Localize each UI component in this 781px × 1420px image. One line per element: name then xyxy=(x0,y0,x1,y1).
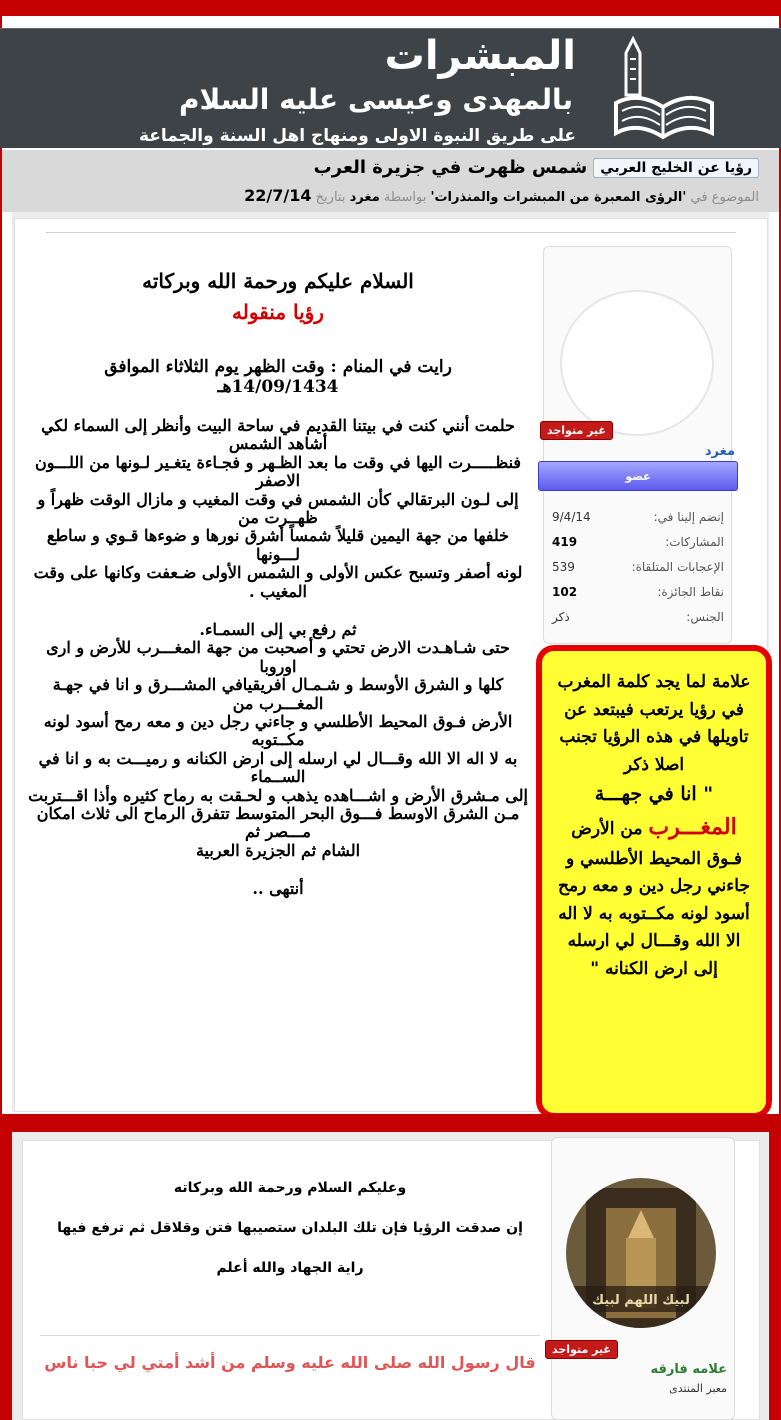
post1-paragraph: مـن الشرق الاوسط فـــوق البحر المتوسط تتفرق الرماح الى ثلاث امكان مـــصر ثم xyxy=(36,803,520,842)
site-title[interactable]: المبشرات xyxy=(384,33,576,79)
callout-text xyxy=(556,669,752,983)
post1-username[interactable]: مغرد xyxy=(704,444,735,459)
post2-username[interactable]: علامه فارقه xyxy=(650,1362,727,1377)
post2-line: إن صدقت الرؤيا فإن تلك البلدان ستصيبها فتن وقلاقل ثم ترفع فيها xyxy=(57,1220,523,1236)
author-link[interactable]: مغرد xyxy=(349,190,380,205)
stat-label: الجنس: xyxy=(686,610,724,624)
site-header[interactable] xyxy=(0,28,781,148)
meta-by: بواسطة xyxy=(383,190,427,205)
stat-value: 419 xyxy=(552,535,578,549)
post1-paragraphs xyxy=(28,417,528,898)
stat-row-likes xyxy=(552,560,724,585)
callout-intro: علامة لما يجد كلمة المغرب في رؤيا يرتعب فيبتعد عن تاويلها في هذه الرؤيا تجنب اصلا ذكر xyxy=(557,672,751,775)
stat-value: ذكر xyxy=(552,610,570,624)
post2-user-title: معبر المنتدى xyxy=(669,1382,727,1395)
topic-meta xyxy=(244,186,759,205)
signature-separator xyxy=(40,1335,540,1336)
stat-value: 539 xyxy=(552,560,575,574)
callout-quote-highlight: المغـــرب xyxy=(648,813,737,840)
post1-paragraph: لونه أصفر وتسبح عكس الأولى و الشمس الأولى ضـعفت وكانها على وقت المغيب . xyxy=(33,563,523,601)
meta-prefix: الموضوع في xyxy=(690,190,759,205)
post1-paragraph xyxy=(28,860,528,880)
post2-signature: قال رسول الله صلى الله عليه وسلم من أشد أمتي لي حبا ناس xyxy=(44,1353,536,1372)
stat-label: المشاركات: xyxy=(665,535,724,549)
stat-label: نقاط الجائزة: xyxy=(657,585,724,599)
post1-paragraph: الأرض فـوق المحيط الأطلسي و جاءني رجل دين و معه رمح أسود لونه مكــتوبه xyxy=(43,711,513,750)
post1-paragraph: حلمت أنني كنت في بيتنا القديم في ساحة البيت وأنظر إلى السماء لكي أشاهد الشمس xyxy=(41,416,515,454)
post1-paragraph: الشام ثم الجزيرة العربية xyxy=(195,840,361,860)
post1-body xyxy=(28,270,528,898)
stat-value: 102 xyxy=(552,585,578,599)
post2-line: راية الجهاد والله أعلم xyxy=(216,1260,364,1276)
stat-label: الإعجابات المتلقاة: xyxy=(631,560,724,574)
top-border xyxy=(0,0,781,14)
site-subtitle: بالمهدى وعيسى عليه السلام xyxy=(178,83,573,116)
topic-title-row xyxy=(314,157,759,178)
meta-date-label: بتاريخ xyxy=(315,190,346,205)
post1-paragraph: حتى شـاهـدت الارض تحتي و أصحبت من جهة المغـــرب للأرض و ارى اوروبا xyxy=(46,638,510,676)
post1-dateline-2: 14/09/1434هـ xyxy=(217,376,339,397)
post2-status-badge: غير متواجد xyxy=(545,1340,618,1359)
topic-title: شمس ظهرت في جزيرة العرب xyxy=(313,157,588,178)
callout-quote-start: " انا في جهـــة xyxy=(594,783,714,806)
post1-paragraph: خلفها من جهة اليمين قليلاً شمساً أشرق نورها و ضوءها قـوي و ساطع لـــونها xyxy=(46,526,510,564)
stat-row-points xyxy=(552,585,724,610)
post1-avatar[interactable] xyxy=(560,290,714,436)
stat-row-posts xyxy=(552,535,724,560)
post1-paragraph: ثم رفع بي إلى السمـاء. xyxy=(199,620,357,639)
post1-greeting: السلام عليكم ورحمة الله وبركاته xyxy=(142,269,414,293)
topic-date: 22/7/14 xyxy=(244,186,312,205)
post1-rank-label: عضو xyxy=(625,470,651,483)
post1-paragraph: به لا اله الا الله وقـــال لي ارسله إلى ارض الكنانه و رميـــت به و انا في الســماء xyxy=(38,748,518,787)
post1-paragraph xyxy=(28,601,528,621)
topic-prefix-tag[interactable]: رؤيا عن الخليج العربي xyxy=(593,158,759,178)
post1-dateline xyxy=(28,358,528,397)
book-pen-logo-icon xyxy=(608,33,718,145)
stat-value: 9/4/14 xyxy=(552,510,591,524)
stat-row-joined xyxy=(552,510,724,535)
topic-header xyxy=(2,150,779,212)
callout-quote-rest: من الأرض فـوق المحيط الأطلسي و جاءني رجل دين و معه رمح أسود لونه مكــتوبه به لا اله الا الله وقـــال لي ارسله إلى ارض الكنانه " xyxy=(558,818,750,979)
post1-paragraph: إلى مـشرق الأرض و اشـــاهده يذهب و لحـقت به رماح كثيره وأذا اقـــتربت xyxy=(28,785,528,805)
post1-paragraph: أنتهى .. xyxy=(252,879,304,899)
post1-heading: رؤيا منقوله xyxy=(232,300,324,324)
post1-dateline-1: رايت في المنام : وقت الظهر يوم الثلاثاء الموافق xyxy=(104,357,452,377)
forum-link[interactable]: 'الرؤى المعبرة من المبشرات والمنذرات' xyxy=(430,190,687,205)
avatar-caption: لبيك اللهم لبيك xyxy=(592,1293,690,1308)
post1-rank-bar xyxy=(538,461,738,491)
stat-row-gender xyxy=(552,610,724,635)
stat-label: إنضم إلينا في: xyxy=(653,510,724,524)
post2-line: وعليكم السلام ورحمة الله وبركاته xyxy=(173,1180,407,1196)
post1-user-stats xyxy=(552,510,724,635)
post1-paragraph: كلها و الشرق الأوسط و شـمـال افريقيافي المشـــرق و انا في جهـة المغـــرب من xyxy=(52,675,504,713)
kaaba-avatar-icon xyxy=(566,1178,716,1328)
post1-paragraph: إلى لـون البرتقالي كأن الشمس في وقت المغيب و مازال الوقت ظهراً و ظهــرت من xyxy=(37,489,519,528)
post1-paragraph: فنظـــــرت اليها في وقت ما بعد الظـهر و فجـاءة يتغـير لـونها من اللـــون الاصفر xyxy=(34,452,522,491)
post-separator xyxy=(46,232,736,233)
post2-avatar[interactable] xyxy=(566,1178,716,1328)
site-tagline: على طريق النبوة الاولى ومنهاج اهل السنة والجماعة xyxy=(138,126,576,146)
post2-body xyxy=(40,1180,540,1300)
highlight-callout xyxy=(536,645,772,1119)
post1-status-badge: غير متواجد xyxy=(540,421,613,440)
